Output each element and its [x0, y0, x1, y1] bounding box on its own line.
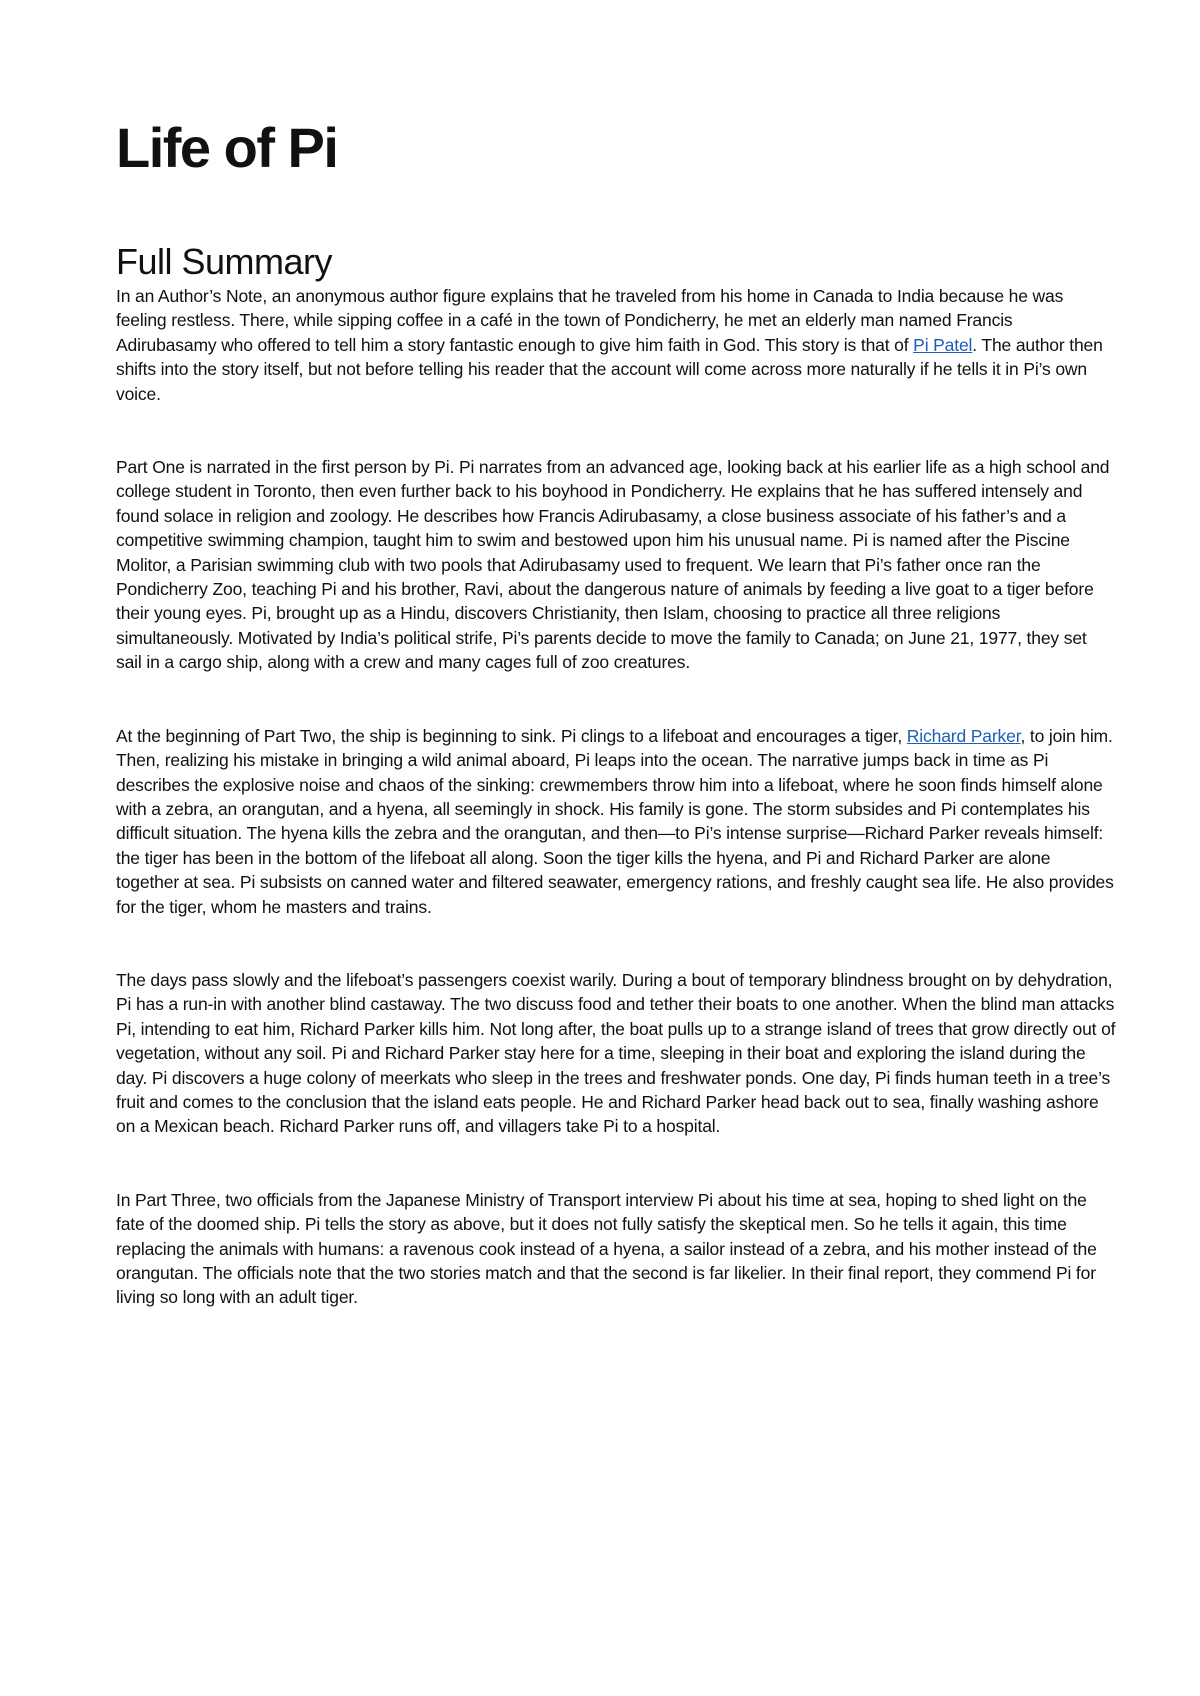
richard-parker-link[interactable]: Richard Parker — [906, 725, 1021, 746]
paragraph-text: , to join him. Then, realizing his mistake in bringing a wild animal aboard, Pi leaps into the ocean. The narrative jumps back in time as Pi describes the explosive noise and chaos of the sinking: crewmembers throw him into a lifeboat, where he soon finds himself alone with a zebra, an orangutan, and a hyena, all seemingly in shock. His family is gone. The storm subsides and Pi contemplates his difficult situation. The hyena kills the zebra and the orangutan, and then—to Pi’s intense surprise—Richard Parker reveals himself: the tiger has been in the bottom of the lifeboat all along. Soon the tiger kills the hyena, and Pi and Richard Parker are alone together at sea. Pi subsists on canned water and filtered seawater, emergency rations, and freshly caught sea life. He also provides for the tiger, whom he masters and trains. — [116, 725, 1114, 917]
paragraph-part-three: In Part Three, two officials from the Japanese Ministry of Transport interview Pi about his time at sea, hoping to shed light on the fate of the doomed ship. Pi tells the story as above, but it does not fully satisfy the skeptical men. So he tells it again, this time replacing the animals with humans: a ravenous cook instead of a hyena, a sailor instead of a zebra, and his mother instead of the orangutan. The officials note that the two stories match and that the second is far likelier. In their final report, they commend Pi for living so long with an adult tiger. — [116, 1189, 1097, 1308]
pi-patel-link[interactable]: Pi Patel — [913, 334, 973, 355]
document-title: Life of Pi — [116, 116, 338, 179]
paragraph-text: . The author then shifts into the story itself, but not before telling his reader that the account will come across more naturally if he tells it in Pi’s own voice. — [116, 334, 1103, 404]
paragraph-text: In an Author’s Note, an anonymous author figure explains that he traveled from his home in Canada to India because he was feeling restless. There, while sipping coffee in a café in the town of Pondicherry, he met an elderly man named Francis Adirubasamy who offered to tell him a story fantastic enough to give him faith in God. This story is that of — [116, 286, 1064, 355]
section-heading: Full Summary — [116, 241, 333, 282]
paragraph-text: At the beginning of Part Two, the ship is beginning to sink. Pi clings to a lifeboat and encourages a tiger, — [116, 725, 907, 746]
document-page — [116, 112, 1116, 1359]
paragraph-authors-note — [116, 284, 1116, 406]
paragraph-days-pass: The days pass slowly and the lifeboat’s passengers coexist warily. During a bout of temporary blindness brought on by dehydration, Pi has a run-in with another blind castaway. The two discuss food and tether their boats to one another. When the blind man attacks Pi, intending to eat him, Richard Parker kills him. Not long after, the boat pulls up to a strange island of trees that grow directly out of vegetation, without any soil. Pi and Richard Parker stay here for a time, sleeping in their boat and exploring the island during the day. Pi discovers a huge colony of meerkats who sleep in the trees and freshwater ponds. One day, Pi finds human teeth in a tree’s fruit and comes to the conclusion that the island eats people. He and Richard Parker head back out to sea, finally washing ashore on a Mexican beach. Richard Parker runs off, and villagers take Pi to a hospital. — [116, 969, 1116, 1137]
paragraph-part-one: Part One is narrated in the first person by Pi. Pi narrates from an advanced age, looking back at his earlier life as a high school and college student in Toronto, then even further back to his boyhood in Pondicherry. He explains that he has suffered intensely and found solace in religion and zoology. He describes how Francis Adirubasamy, a close business associate of his father’s and a competitive swimming champion, taught him to swim and bestowed upon him his unusual name. Pi is named after the Piscine Molitor, a Parisian swimming club with two pools that Adirubasamy used to frequent. We learn that Pi’s father once ran the Pondicherry Zoo, teaching Pi and his brother, Ravi, about the dangerous nature of animals by feeding a live goat to a tiger before their young eyes. Pi, brought up as a Hindu, discovers Christianity, then Islam, choosing to practice all three religions simultaneously. Motivated by India’s political strife, Pi’s parents decide to move the family to Canada; on June 21, 1977, they set sail in a cargo ship, along with a crew and many cages full of zoo creatures. — [116, 457, 1110, 673]
paragraph-part-two — [116, 724, 1116, 919]
